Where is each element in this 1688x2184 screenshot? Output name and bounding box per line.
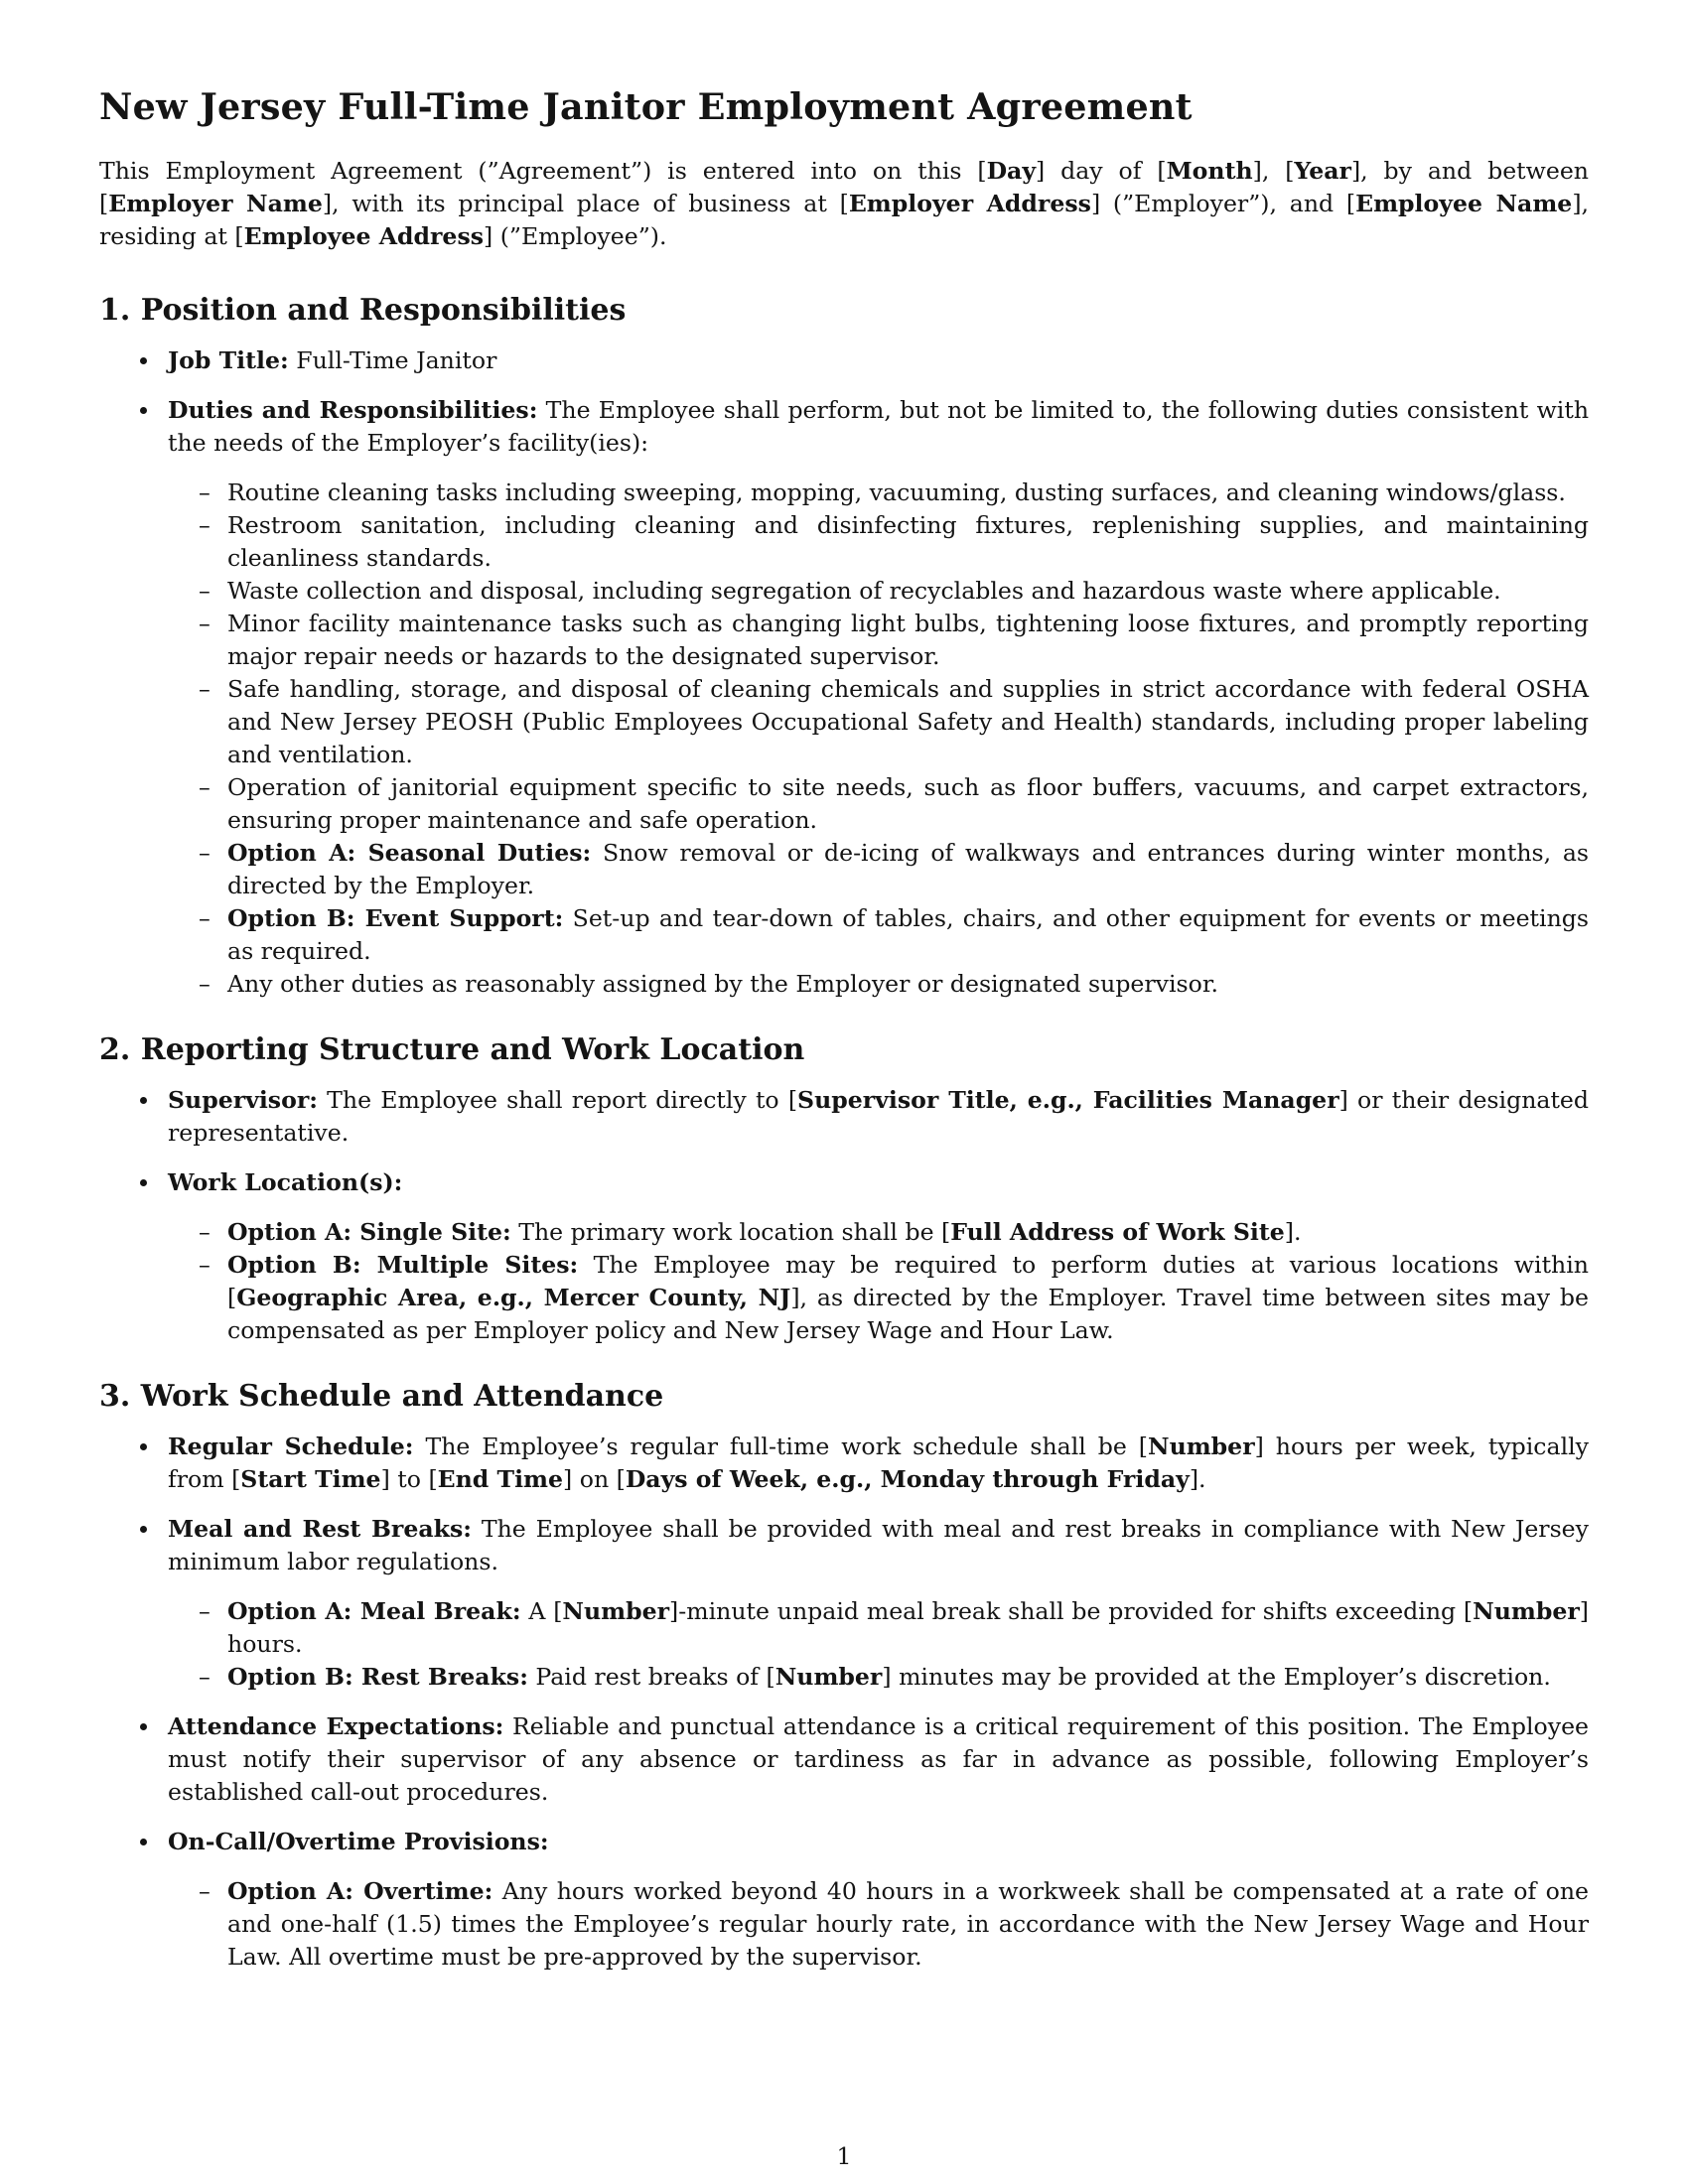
section-reporting <box>99 1030 1589 1347</box>
sub-list <box>168 477 1589 1001</box>
document-page <box>99 85 1589 2003</box>
sub-list-item: – Routine cleaning tasks including sweeping, mopping, vacuuming, dusting surfaces, and cleaning windows/glass. <box>168 477 1589 509</box>
sub-list-item: – Restroom sanitation, including cleaning and disinfecting fixtures, replenishing supplies, and maintaining cleanliness standards. <box>168 509 1589 575</box>
list-item: On-Call/Overtime Provisions: – Option A: Overtime: Any hours worked beyond 40 hours in a workweek shall be compensated at a rate of one and one-half (1.5) times the Employee’s regular hourly rate, in accordance with the New Jersey Wage and Hour Law. All overtime must be pre-approved by the supervisor. <box>99 1826 1589 1974</box>
sub-list-item: – Option A: Meal Break: A [Number]-minute unpaid meal break shall be provided for shifts exceeding [Number] hours. <box>168 1595 1589 1661</box>
sub-list-item: – Option A: Seasonal Duties: Snow removal or de-icing of walkways and entrances during winter months, as directed by the Employer. <box>168 837 1589 902</box>
sub-list-item: – Any other duties as reasonably assigned by the Employer or designated supervisor. <box>168 968 1589 1001</box>
sub-list-item: – Operation of janitorial equipment specific to site needs, such as floor buffers, vacuums, and carpet extractors, ensuring proper maintenance and safe operation. <box>168 771 1589 837</box>
bullet-list <box>99 1084 1589 1347</box>
placeholder-month: Month <box>1166 157 1253 185</box>
list-item: Supervisor: The Employee shall report directly to [Supervisor Title, e.g., Facilities Manager] or their designated representative. <box>99 1084 1589 1150</box>
document-title: New Jersey Full-Time Janitor Employment Agreement <box>99 85 1193 128</box>
list-item: Attendance Expectations: Reliable and punctual attendance is a critical requirement of this position. The Employee must notify their supervisor of any absence or tardiness as far in advance as possible, following Employer’s established call-out procedures. <box>99 1710 1589 1809</box>
sub-list <box>168 1216 1589 1347</box>
sub-list-item: – Option B: Multiple Sites: The Employee may be required to perform duties at various locations within [Geographic Area, e.g., Mercer County, NJ], as directed by the Employer. Travel time between sites may be compensated as per Employer policy and New Jersey Wage and Hour Law. <box>168 1249 1589 1347</box>
sub-list-item: – Option A: Single Site: The primary work location shall be [Full Address of Work Site]. <box>168 1216 1589 1249</box>
section-heading: 3. Work Schedule and Attendance <box>99 1379 664 1414</box>
intro-paragraph: This Employment Agreement (”Agreement”) is entered into on this [Day] day of [Month], [Year], by and between [Employer Name], with its principal place of business at [Employer Address] (”Employer”), and [Employee Name], residing at [Employee Address] (”Employee”). <box>99 157 1590 250</box>
list-item: Job Title: Full-Time Janitor <box>99 344 1589 377</box>
section-heading: 1. Position and Responsibilities <box>99 293 627 328</box>
sub-list <box>168 1595 1589 1694</box>
bullet-list <box>99 344 1589 1001</box>
placeholder-employer-name: Employer Name <box>108 190 323 217</box>
sub-list-item: – Safe handling, storage, and disposal of cleaning chemicals and supplies in strict accordance with federal OSHA and New Jersey PEOSH (Public Employees Occupational Safety and Health) standards, including proper labeling and ventilation. <box>168 673 1589 771</box>
sub-list <box>168 1875 1589 1974</box>
sub-list-item: – Option B: Rest Breaks: Paid rest breaks of [Number] minutes may be provided at the Employer’s discretion. <box>168 1661 1589 1694</box>
sub-list-item: – Option B: Event Support: Set-up and tear-down of tables, chairs, and other equipment for events or meetings as required. <box>168 902 1589 968</box>
list-item: Meal and Rest Breaks: The Employee shall be provided with meal and rest breaks in compliance with New Jersey minimum labor regulations. – Option A: Meal Break: A [Number]-minute unpaid meal break shall be provided for shifts exceeding [Number] hours. – Option B: Rest Breaks: Paid rest breaks of [Number] minutes may be provided at the Employer’s discretion. <box>99 1513 1589 1694</box>
placeholder-year: Year <box>1294 157 1351 185</box>
placeholder-day: Day <box>986 157 1037 185</box>
sub-list-item: – Waste collection and disposal, including segregation of recyclables and hazardous waste where applicable. <box>168 575 1589 608</box>
placeholder-employer-address: Employer Address <box>848 190 1091 217</box>
sub-list-item: – Option A: Overtime: Any hours worked beyond 40 hours in a workweek shall be compensated at a rate of one and one-half (1.5) times the Employee’s regular hourly rate, in accordance with the New Jersey Wage and Hour Law. All overtime must be pre-approved by the supervisor. <box>168 1875 1589 1974</box>
sub-list-item: – Minor facility maintenance tasks such as changing light bulbs, tightening loose fixtures, and promptly reporting major repair needs or hazards to the designated supervisor. <box>168 608 1589 673</box>
placeholder-employee-name: Employee Name <box>1355 190 1573 217</box>
section-position <box>99 291 1589 1001</box>
list-item: Duties and Responsibilities: The Employee shall perform, but not be limited to, the following duties consistent with the needs of the Employer’s facility(ies): – Routine cleaning tasks including sweeping, mopping, vacuuming, dusting surfaces, and cleaning windows/glass. – Restroom sanitation, including cleaning and disinfecting fixtures, replenishing supplies, and maintaining cleanliness standards. – Waste collection and disposal, including segregation of recyclables and hazardous waste where applicable. – Minor facility maintenance tasks such as changing light bulbs, tightening loose fixtures, and promptly reporting major repair needs or hazards to the designated supervisor. – Safe handling, storage, and disposal of cleaning chemicals and supplies in strict accordance with federal OSHA and New Jersey PEOSH (Public Employees Occupational Safety and Health) standards, including proper labeling and ventilation. – Operation of janitorial equipment specific to site needs, such as floor buffers, vacuums, and carpet extractors, ensuring proper maintenance and safe operation. – Option A: Seasonal Duties: Snow removal or de-icing of walkways and entrances during winter months, as directed by the Employer. – Option B: Event Support: Set-up and tear-down of tables, chairs, and other equipment for events or meetings as required. – Any other duties as reasonably assigned by the Employer or designated supervisor. <box>99 394 1589 1001</box>
list-item: Regular Schedule: The Employee’s regular full-time work schedule shall be [Number] hours per week, typically from [Start Time] to [End Time] on [Days of Week, e.g., Monday through Friday]. <box>99 1431 1589 1496</box>
section-schedule <box>99 1377 1589 1974</box>
placeholder-employee-address: Employee Address <box>243 222 485 250</box>
bullet-list <box>99 1431 1589 1974</box>
list-item: Work Location(s): – Option A: Single Site: The primary work location shall be [Full Address of Work Site]. – Option B: Multiple Sites: The Employee may be required to perform duties at various locations within [Geographic Area, e.g., Mercer County, NJ], as directed by the Employer. Travel time between sites may be compensated as per Employer policy and New Jersey Wage and Hour Law. <box>99 1166 1589 1347</box>
section-heading: 2. Reporting Structure and Work Location <box>99 1032 805 1067</box>
page-number: 1 <box>836 2142 852 2170</box>
